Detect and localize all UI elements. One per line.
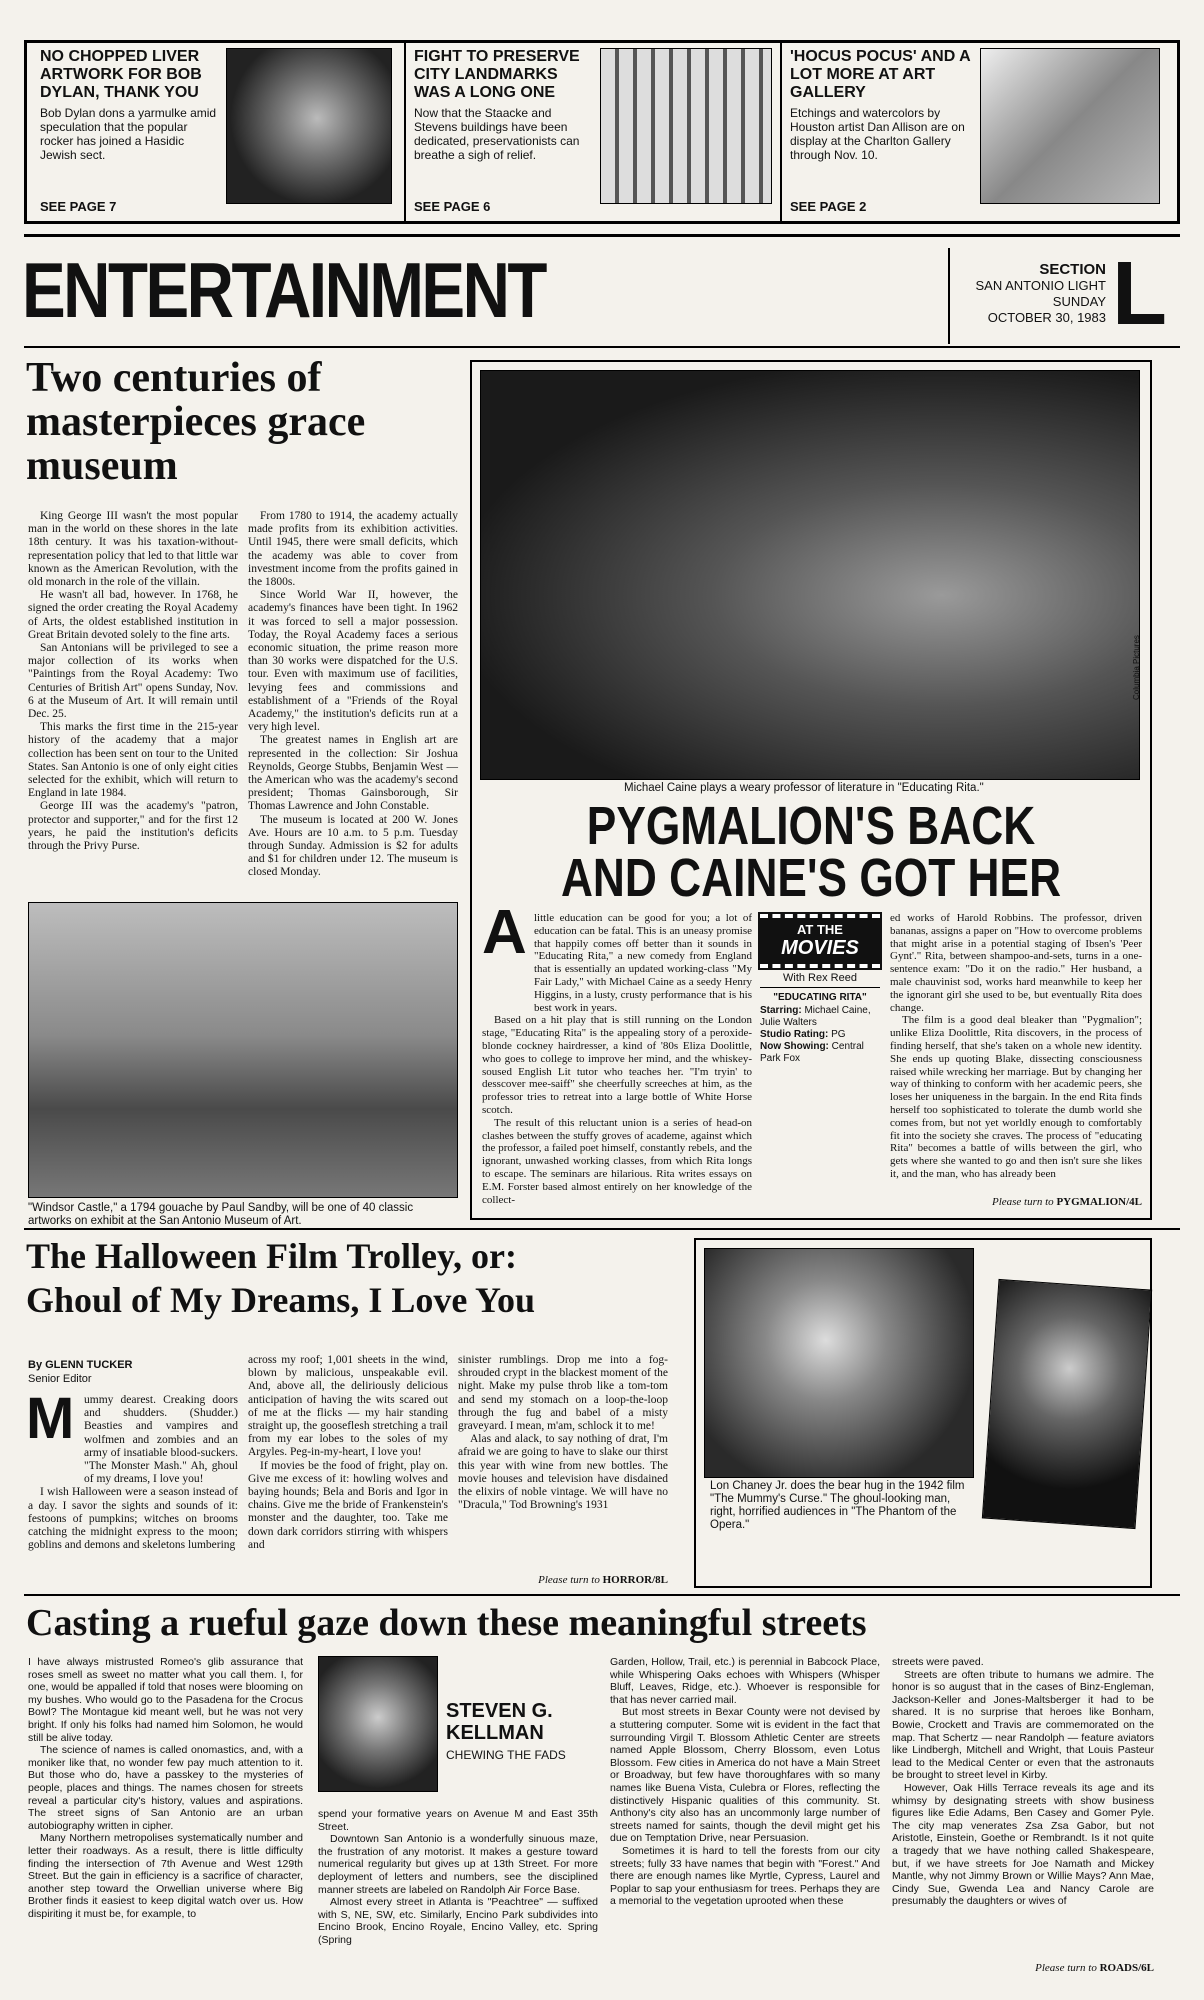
teaser-see-page[interactable]: SEE PAGE 2 bbox=[790, 199, 867, 214]
paragraph: I wish Halloween were a season instead of a day. I savor the sights and sounds of it: festoons of pumpkins; witches on brooms catching the midnight express to the moon; goblins and demons and skeletons lumbering bbox=[28, 1486, 238, 1552]
paragraph: Almost every street in Atlanta is "Peachtree" — suffixed with S, NE, SW, etc. Similarly, Encino Park subdivides into Encino Brook, Encino Royale, Encino Valley, etc. Spring (Spring bbox=[318, 1896, 598, 1946]
showing-label: Now Showing: bbox=[760, 1041, 829, 1052]
masthead-rule bbox=[24, 234, 1180, 237]
pygmalion-dropcap: A bbox=[482, 898, 527, 967]
halloween-col-2 bbox=[248, 1354, 448, 1552]
halloween-jump[interactable] bbox=[458, 1574, 668, 1586]
streets-headline: Casting a rueful gaze down these meaningful streets bbox=[26, 1602, 867, 1644]
halloween-dropcap: M bbox=[26, 1386, 75, 1451]
streets-jump[interactable] bbox=[892, 1962, 1154, 1974]
paragraph: Garden, Hollow, Trail, etc.) is perennial in Babcock Place, while Whispering Oaks echoes with Whispers (Whisper Bluff, Leaves, Ridge, etc.). Whoever is responsible for that has never carried mail. bbox=[610, 1656, 880, 1706]
paragraph: streets were paved. bbox=[892, 1656, 984, 1668]
paragraph: However, Oak Hills Terrace reveals its age and its whimsy by designating streets with show business figures like Edie Adams, Ben Casey and Gomer Pyle. The city map venerates Zsa Zsa Gabor, but not Aristotle, Einstein, Goethe or Rembrandt. Is it not quite a tragedy that we have nothing called Shakespeare, but, if we have streets for Joe Namath and Mickey Mantle, why not Jimmy Brown or Willie Mays? Ann Mae, Cindy Sue, Gwenda Lea and Nancy Carole are presumably the daughters or wives of bbox=[892, 1781, 1154, 1908]
paragraph: The museum is located at 200 W. Jones Ave. Hours are 10 a.m. to 5 p.m. Tuesday through Sunday. Admission is $2 for adults and $1 for children under 12. The museum is closed Monday. bbox=[248, 813, 458, 879]
rating-label: Studio Rating: bbox=[760, 1029, 829, 1040]
halloween-byline bbox=[28, 1358, 133, 1386]
museum-col-1 bbox=[28, 510, 238, 853]
jump-label: Please turn to bbox=[991, 1196, 1054, 1208]
showing-value: Central Park Fox bbox=[760, 1041, 864, 1064]
column-tag: CHEWING THE FADS bbox=[446, 1748, 566, 1762]
byline-name: By GLENN TUCKER bbox=[28, 1359, 133, 1371]
streets-col-1 bbox=[28, 1656, 303, 1920]
paragraph: If movies be the food of fright, play on. Give me excess of it: howling wolves and baying hounds; Bela and Boris and Igor in chains. Give me the bride of Frankenstein's monster and the daughter, too. Take me down dark corridors stirring with whispers and bbox=[248, 1459, 448, 1551]
halloween-headline-1: The Halloween Film Trolley, or: bbox=[26, 1236, 517, 1276]
streets-rule bbox=[24, 1594, 1180, 1596]
halloween-col-1 bbox=[28, 1394, 238, 1552]
etching-photo bbox=[980, 48, 1160, 204]
halloween-rule bbox=[24, 1228, 1180, 1230]
at-the-movies-box bbox=[760, 914, 880, 1065]
paragraph: spend your formative years on Avenue M and East 35th Street. bbox=[318, 1808, 598, 1833]
at-the-movies-title-1: AT THE bbox=[797, 922, 843, 937]
pygmalion-headline-1: PYGMALION'S BACK bbox=[586, 796, 1036, 856]
paragraph: Since World War II, however, the academy's finances have been tight. In 1962 it was forced to sell a major possession. Today, the Royal Academy faces a serious economic situation, the prime reason more than 30 works were dispatched for the U.S. tour. Even with maximum use of facilities, levying fees and commissions and establishment of a "Friends of the Royal Academy," the institution's deficits run at a very high level. bbox=[248, 589, 458, 734]
paragraph: across my roof; 1,001 sheets in the wind, blown by malicious, unspeakable evil. And, above all, the deliriously delicious anticipation of having the wits scared out of me at the flicks — my hair standing straight up, the gooseflesh stretching a trail from my ear lobes to the soles of my Argyles. Peg-in-my-heart, I love you! bbox=[248, 1354, 448, 1459]
paragraph: From 1780 to 1914, the academy actually made profits from its exhibition activities. Until 1945, there were small deficits, which the academy was able to cover from investment income from the profits gained in the 1800s. bbox=[248, 510, 458, 589]
paragraph: Streets are often tribute to humans we admire. The honor is so august that in the cases of Binz-Engleman, Jackson-Keller and Jones-Maltsberger it had to be shared. It is no surprise that heroes like Bonham, Bowie, Crockett and Travis are commemorated on the map. That Schertz — near Randolph — feature aviators like Lindbergh, Mitchell and Wright, that Louis Pasteur lead to the Medical Center or even that the astronauts be brought to street level in Kirby. bbox=[892, 1668, 1154, 1782]
section-title: ENTERTAINMENT bbox=[22, 246, 545, 334]
jump-label: Please turn to bbox=[1035, 1962, 1097, 1974]
kellman-photo bbox=[318, 1656, 438, 1792]
jump-label: Please turn to bbox=[538, 1574, 600, 1586]
pygmalion-col-1 bbox=[482, 912, 752, 1206]
building-photo bbox=[600, 48, 772, 204]
starring-label: Starring: bbox=[760, 1005, 802, 1016]
paragraph: Downtown San Antonio is a wonderfully sinuous maze, the frustration of any motorist. It makes a gesture toward numerical regularity but gives up at 13th Street. For more deployment of letters and numbers, see the disciplined manner streets are labeled on Randolph Air Force Base. bbox=[318, 1833, 598, 1896]
paragraph: This marks the first time in the 215-year history of the academy that a major collection has been sent on tour to the United States. San Antonio is one of only eight cities selected for the exhibit, which will return to England in late 1984. bbox=[28, 721, 238, 800]
teaser-see-page[interactable]: SEE PAGE 6 bbox=[414, 199, 491, 214]
michael-caine-photo bbox=[480, 370, 1140, 780]
jump-target[interactable]: HORROR/8L bbox=[602, 1574, 668, 1586]
starring-value: Michael Caine, Julie Walters bbox=[760, 1005, 871, 1028]
paragraph: Many Northern metropolises systematically number and letter their roadways. As a result, there is little difficulty finding the intersection of 7th Avenue and West 129th Street. But the gain in efficiency is a sacrifice of character, another step toward the Orwellian universe where Big Brother finds it easiest to keep digital watch over us. How dispiriting it must be, for example, to bbox=[28, 1832, 303, 1920]
museum-headline: Two centuries of masterpieces grace museum bbox=[26, 355, 366, 489]
mummy-photo bbox=[704, 1248, 974, 1478]
paragraph: The science of names is called onomastics, and, with a moniker like that, no wonder few pay much attention to it. But those who do, have a passkey to the mysteries of people, places and things. The names chosen for streets reveal a particular city's history, values and aspirations. The street signs of San Antonio are an urban autobiography written in cipher. bbox=[28, 1744, 303, 1832]
paragraph: Sometimes it is hard to tell the forests from our city streets; fully 33 have names that begin with "Forest." And there are enough names like Myrtle, Cypress, Laurel and Poplar to sap your enthusiasm for trees. Perhaps they are a memorial to the vegetation uprooted when these bbox=[610, 1844, 880, 1908]
windsor-castle-image bbox=[28, 902, 458, 1198]
pygmalion-jump[interactable] bbox=[900, 1196, 1142, 1208]
streets-col-4 bbox=[892, 1656, 1154, 1908]
teaser-headline: 'HOCUS POCUS' AND A LOT MORE AT ART GALLERY bbox=[790, 48, 971, 101]
dylan-photo bbox=[226, 48, 392, 204]
jump-target[interactable]: ROADS/6L bbox=[1099, 1962, 1154, 1974]
halloween-headline-2: Ghoul of My Dreams, I Love You bbox=[26, 1280, 536, 1320]
teaser-body: Now that the Staacke and Stevens buildings have been dedicated, preservationists can breathe a sigh of relief. bbox=[414, 106, 580, 162]
teaser-art-gallery[interactable] bbox=[784, 42, 1176, 222]
paragraph: Based on a hit play that is still running on the London stage, "Educating Rita" is the appealing story of a peroxide-blonde cockney hairdresser, a kind of '80s Eliza Doolittle, who goes to college to improve her mind, and the whiskey-soused English Lit tutor who teaches her. "I'm tryin' to desscover mee-saiff" she cheerfully screeches at him, as the professor tries to retreat into a large bottle of White Horse scotch. bbox=[482, 1014, 752, 1116]
teaser-see-page[interactable]: SEE PAGE 7 bbox=[40, 199, 117, 214]
publication-day: SUNDAY bbox=[1052, 294, 1106, 309]
masthead-bottom-rule bbox=[24, 346, 1180, 348]
paragraph: The result of this reluctant union is a series of head-on clashes between the stuffy groves of academe, against which the professor, a failed poet himself, constantly rebels, and the ignorant, unwashed working classes, from which Rita longs to escape. The seminars are hilarious. Rita writes essays on E.M. Forster based almost entirely on her knowledge of the collect- bbox=[482, 1116, 752, 1206]
section-letter: L bbox=[1112, 244, 1167, 344]
paragraph: Alas and alack, to say nothing of drat, I'm afraid we are going to have to slake our thirst this year with wine from new bottles. The movie houses and television have disdained the elixirs of noble vintage. We will have no "Dracula," Tod Browning's 1931 bbox=[458, 1433, 668, 1512]
pygmalion-col-3 bbox=[890, 912, 1142, 1181]
section-info bbox=[956, 262, 1106, 326]
phantom-photo bbox=[982, 1279, 1152, 1529]
film-title: "EDUCATING RITA" bbox=[773, 992, 867, 1003]
rating-value: PG bbox=[831, 1029, 846, 1040]
paragraph: He wasn't all bad, however. In 1768, he signed the order creating the Royal Academy of Arts, the oldest established institution in Great Britain devoted solely to the fine arts. bbox=[28, 589, 238, 641]
teaser-body: Etchings and watercolors by Houston artist Dan Allison are on display at the Charlton Gallery through Nov. 10. bbox=[790, 106, 965, 162]
paragraph: George III was the academy's "patron, protector and supporter," and for the first 12 years, he paid the institution's deficits through the Privy Purse. bbox=[28, 800, 238, 853]
halloween-headline bbox=[26, 1234, 706, 1322]
at-the-movies-logo bbox=[760, 914, 880, 968]
paragraph: King George III wasn't the most popular man in the world on these shores in the late 18th century. It was his taxation-without-representation policy that led to that little war known as the American Revolution, with the old monarch in the role of the villain. bbox=[28, 510, 238, 589]
film-details bbox=[760, 1005, 880, 1065]
columnist-name-2: KELLMAN bbox=[446, 1722, 544, 1744]
publication-date: OCTOBER 30, 1983 bbox=[987, 310, 1106, 325]
paragraph: The film is a good deal bleaker than "Pygmalion"; unlike Eliza Doolittle, Rita discovers, in the process of finding herself, that she's taken on a whole new identity. She ends up quoting Blake, dissecting consciousness raised while wrecking her marriage. But by changing her way of thinking to conform with her academic peers, she loses her uniqueness in the bargain. In the end Rita finds herself too sophisticated to tolerate the dumb world she comes from, but not yet worldly enough to comfortably fit into the society she craves. The process of "educating Rita" becomes a battle of wills between the girl, who gets where she wanted to go and then isn't sure she likes it, and the man, who has already been bbox=[890, 1014, 1142, 1180]
windsor-castle-caption: "Windsor Castle," a 1794 gouache by Paul Sandby, will be one of 40 classic artworks on exhibit at the San Antonio Museum of Art. bbox=[28, 1202, 414, 1227]
paragraph: sinister rumblings. Drop me into a fog-shrouded crypt in the blackest moment of the night. Make my pulse throb like a tom-tom and send my stomach on a loop-the-loop through the fug and babel of a misty graveyard. I mean, m'am, schlock it to me! bbox=[458, 1354, 668, 1433]
paragraph: little education can be good for you; a lot of education can be fatal. This is an uneasy promise that happily comes off better than it sounds in "Educating Rita," a new comedy from England that is essentially an updated working-class "My Fair Lady," with Michael Caine as a seedy Henry Higgins, in a lusty, crusty performance that is his best work in years. bbox=[534, 912, 752, 1014]
paragraph: The greatest names in English art are represented in the collection: Sir Joshua Reynolds, George Stubbs, Benjamin West — the American who was the academy's second president; Thomas Gainsborough, Sir Thomas Lawrence and John Constable. bbox=[248, 734, 458, 813]
teaser-body: Bob Dylan dons a yarmulke amid speculation that the popular rocker has joined a Hasidic Jewish sect. bbox=[40, 106, 217, 162]
reviewer-byline: With Rex Reed bbox=[760, 972, 880, 988]
teaser-dylan[interactable] bbox=[34, 42, 406, 222]
halloween-col-3 bbox=[458, 1354, 668, 1512]
columnist-name-1: STEVEN G. bbox=[446, 1700, 553, 1722]
masthead-divider bbox=[948, 248, 950, 344]
at-the-movies-title-2: MOVIES bbox=[781, 937, 859, 959]
kellman-column-header bbox=[446, 1700, 596, 1762]
paper-name: SAN ANTONIO LIGHT bbox=[975, 278, 1106, 293]
photo-credit: Columbia Pictures bbox=[1132, 635, 1141, 700]
paragraph: I have always mistrusted Romeo's glib assurance that roses smell as sweet no matter what you call them. I, for one, would be appalled if told that noses were blooming on my bushes. Who would go to the Pasadena for the Crocus Bowl? The Montague kid meant well, but he was not very bright. If only his folks had named him Solomon, he would still be alive today. bbox=[28, 1656, 303, 1744]
streets-col-3 bbox=[610, 1656, 880, 1908]
halloween-caption: Lon Chaney Jr. does the bear hug in the 1942 film "The Mummy's Curse." The ghoul-looking man, right, horrified audiences in "The Phantom of the Opera." bbox=[710, 1480, 965, 1531]
museum-col-2 bbox=[248, 510, 458, 880]
paragraph: ummy dearest. Creaking doors and shudders. (Shudder.) Beasties and vampires and wolfmen and zombies and an army of insatiable blood-suckers. "The Monster Mash." Ah, ghoul of my dreams, I love you! bbox=[84, 1394, 238, 1486]
section-label: SECTION bbox=[1039, 261, 1106, 278]
teaser-headline: FIGHT TO PRESERVE CITY LANDMARKS WAS A LONG ONE bbox=[414, 48, 580, 101]
paragraph: But most streets in Bexar County were not devised by a stuttering computer. Some wit is evident in the fact that surrounding Virgil T. Blossom Athletic Center are streets named Apple Blossom, Cherry Blossom, even Lotus Blossom. Few cities in America do not have a Main Street or Broadway, but few have thoroughfares with so many names like Buena Vista, Culebra or Flores, reflecting the distinctively Hispanic qualities of this community. St. Anthony's city also has an uncommonly large number of streets named for saints, though the devil might get his due on Temptation Drive, near Persuasion. bbox=[610, 1706, 880, 1845]
teaser-headline: NO CHOPPED LIVER ARTWORK FOR BOB DYLAN, THANK YOU bbox=[40, 48, 202, 101]
caine-caption: Michael Caine plays a weary professor of literature in "Educating Rita." bbox=[624, 782, 984, 794]
teaser-landmarks[interactable] bbox=[408, 42, 782, 222]
jump-target[interactable]: PYGMALION/4L bbox=[1056, 1196, 1142, 1208]
paragraph: ed works of Harold Robbins. The professor, driven bananas, assigns a paper on "How to overcome problems that might arise in a potential staging of Ibsen's 'Peer Gynt'." Rita, between shampoo-and-sets, turns in a one-sentence exam: "Do it on the radio." Her husband, a male chauvinist sod, works hard meanwhile to keep her the ignorant girl she used to be, but eventually Rita does change. bbox=[890, 912, 1142, 1014]
pygmalion-headline-2: AND CAINE'S GOT HER bbox=[560, 848, 1062, 908]
byline-title: Senior Editor bbox=[28, 1373, 92, 1385]
streets-col-2 bbox=[318, 1808, 598, 1947]
paragraph: San Antonians will be privileged to see a major collection of its works when "Paintings from the Royal Academy: Two Centuries of British Art" opens Sunday, Nov. 6 at the Museum of Art. It will remain until Dec. 25. bbox=[28, 642, 238, 721]
